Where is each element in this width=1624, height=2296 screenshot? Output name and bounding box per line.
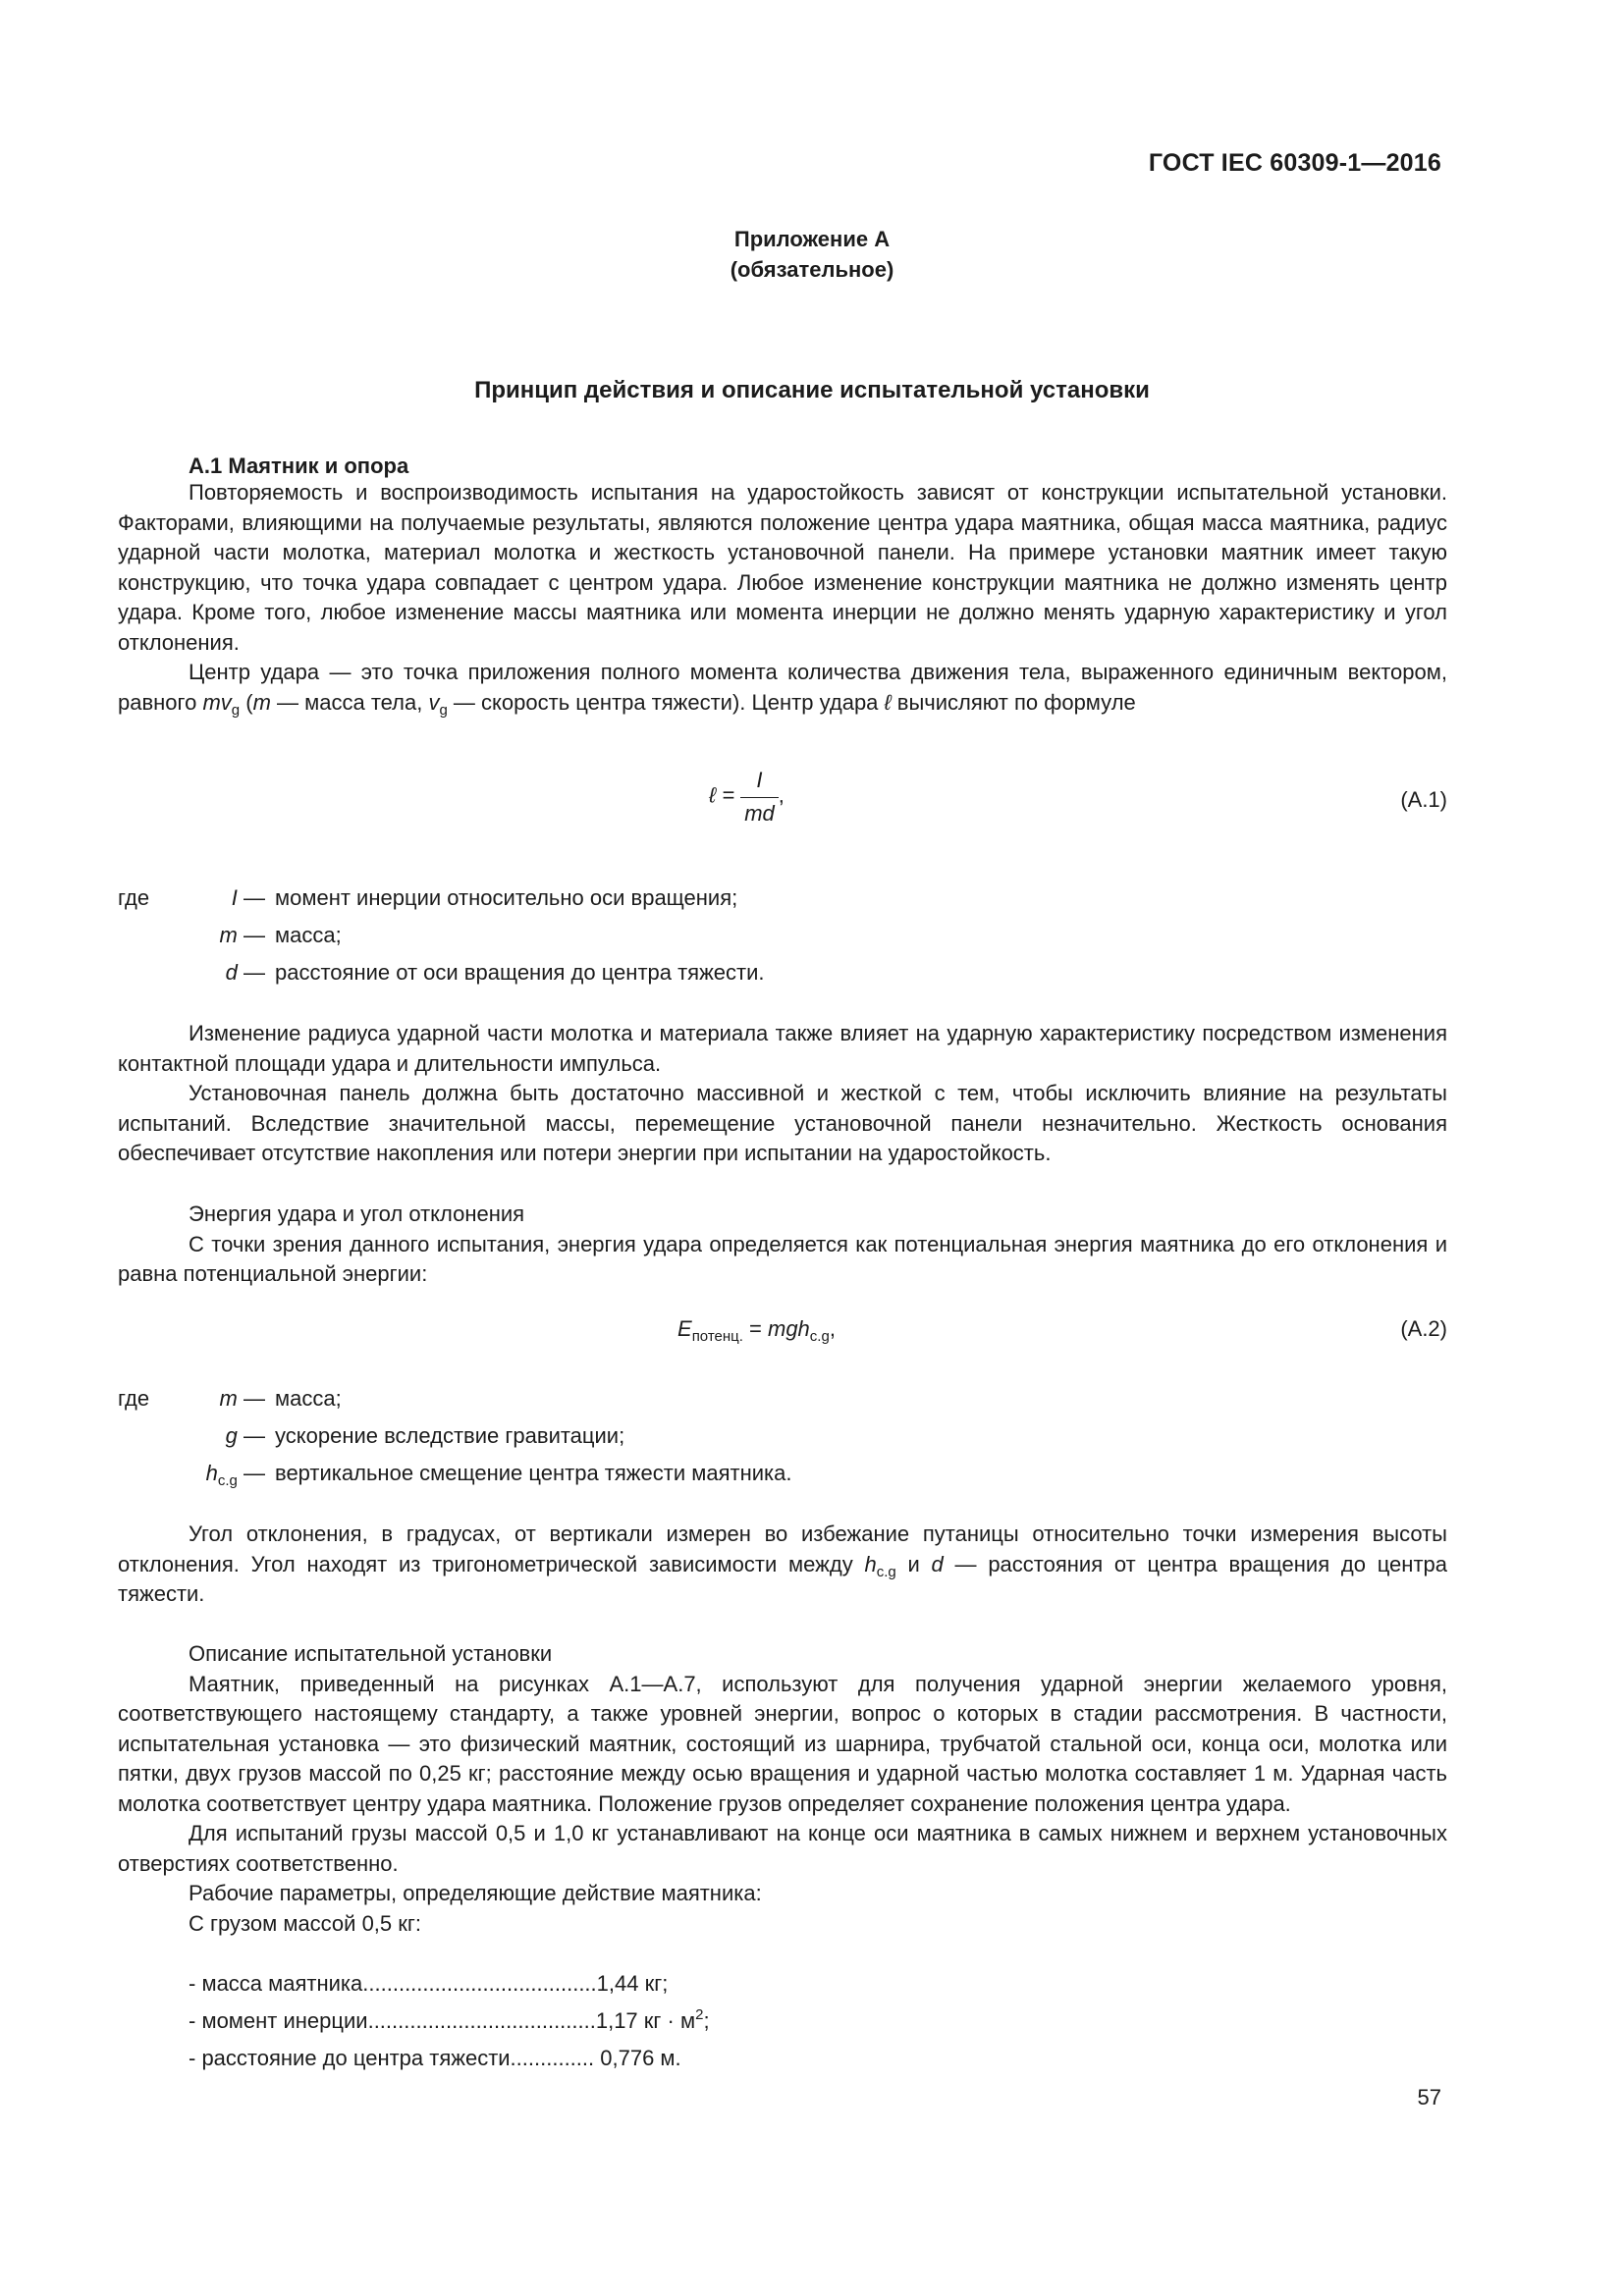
list-item: - масса маятника.......................................1,44 кг; — [189, 1971, 669, 1996]
where-word: где — [118, 1386, 150, 1411]
fraction-denominator: md — [744, 801, 775, 826]
paragraph: Энергия удара и угол отклонения — [189, 1201, 525, 1226]
formula-number: (А.2) — [1400, 1316, 1447, 1341]
text-block-5 — [118, 1639, 1447, 1939]
where-row: где m — масса; — [118, 1384, 1001, 1421]
annex-label: Приложение А — [733, 227, 891, 251]
where-row: где I — момент инерции относительно оси вращения; — [118, 883, 1001, 921]
formula-a1: ℓ = $\frac{I}{md}$ , — [709, 764, 785, 829]
paragraph: Угол отклонения, в градусах, от вертикали измерен во избежание путаницы относительно точки измерения высоты отклонения. Угол находят из тригонометрической зависимости между $h_{c.g}$ и d — расстояния от центра вращения до центра тяжести. — [118, 1522, 1447, 1606]
paragraph: Для испытаний грузы массой 0,5 и 1,0 кг устанавливают на конце оси маятника в самых нижнем и верхнем установочных отверстиях соответственно. — [118, 1821, 1447, 1876]
formula-a2: $E_{потенц.} = mgh_{c.g}$, — [677, 1316, 836, 1345]
standard-code: ГОСТ IEC 60309-1—2016 — [1148, 149, 1441, 177]
where-row: m — масса; — [219, 923, 342, 947]
paragraph: Установочная панель должна быть достаточно массивной и жесткой с тем, чтобы исключить влияние на результаты испытаний. Вследствие значительной массы, перемещение установочной панели незначительно. Жесткость основания обеспечивает отсутствие накопления или потери энергии при испытании на ударостойкость. — [118, 1081, 1447, 1165]
annex-title: Принцип действия и описание испытательной установки — [474, 377, 1150, 403]
text-block-3 — [118, 1200, 1447, 1290]
paragraph: Описание испытательной установки — [189, 1641, 553, 1666]
where-row: d — расстояние от оси вращения до центра тяжести. — [225, 960, 765, 985]
annex-status: (обязательное) — [730, 257, 894, 282]
paragraph: С грузом массой 0,5 кг: — [189, 1910, 422, 1936]
paragraph: Повторяемость и воспроизводимость испытания на ударостойкость зависят от конструкции испытательной установки. Факторами, влияющими на получаемые результаты, являются положение центра удара маятника, общая масса маятника, радиус ударной части молотка, материал молотка и жесткость установочной панели. На примере установки маятник имеет такую конструкцию, что точка удара совпадает с центром удара. Любое изменение конструкции маятника не должно изменять центр удара. Кроме того, любое изменение массы маятника или момента инерции не должно менять ударную характеристику и угол отклонения. — [118, 480, 1447, 655]
annex-heading — [0, 224, 1624, 285]
list-item: - момент инерции......................................1,17 кг · $м^2$; — [189, 2006, 710, 2033]
fraction — [740, 764, 779, 829]
paragraph: Рабочие параметры, определяющие действие маятника: — [189, 1881, 762, 1905]
formula-number: (А.1) — [1400, 787, 1447, 812]
text-block-1 — [118, 478, 1447, 718]
list-item: - расстояние до центра тяжести.............. 0,776 м. — [189, 2046, 681, 2070]
where-list-1 — [118, 883, 1001, 995]
paragraph: Центр удара — это точка приложения полного момента количества движения тела, выраженного единичным вектором, равного $mv_g$ (m — масса тела, $v_g$ — скорость центра тяжести). Центр удара ℓ вычисляют по формуле — [118, 660, 1447, 719]
fraction-numerator: I — [740, 764, 779, 798]
formula-lhs: ℓ = — [709, 782, 735, 808]
where-list-2 — [118, 1384, 1001, 1496]
paragraph: Маятник, приведенный на рисунках А.1—А.7, используют для получения ударной энергии желаемого уровня, соответствующего настоящему стандарту, а также уровней энергии, вопрос о которых в стадии рассмотрения. В частности, испытательная установка — это физический маятник, состоящий из шарнира, трубчатой стальной оси, конца оси, молотка или пятки, двух грузов массой по 0,25 кг; расстояние между осью вращения и ударной частью молотка составляет 1 м. Ударная часть молотка соответствует центру удара маятника. Положение грузов определяет сохранение положения центра удара. — [118, 1671, 1447, 1816]
where-row: $h_{c.g}$ — вертикальное смещение центра тяжести маятника. — [205, 1461, 792, 1489]
paragraph: Изменение радиуса ударной части молотка и материала также влияет на ударную характеристику посредством изменения контактной площади удара и длительности импульса. — [118, 1021, 1447, 1076]
page-number: 57 — [1417, 2085, 1441, 2109]
where-word: где — [118, 885, 150, 910]
section-heading: А.1 Маятник и опора — [189, 454, 409, 478]
parameter-list — [189, 1969, 710, 2081]
text-block-2 — [118, 1019, 1447, 1169]
paragraph: С точки зрения данного испытания, энергия удара определяется как потенциальная энергия маятника до его отклонения и равна потенциальной энергии: — [118, 1231, 1447, 1286]
text-block-4 — [118, 1520, 1447, 1610]
where-row: g — ускорение вследствие гравитации; — [225, 1423, 625, 1448]
